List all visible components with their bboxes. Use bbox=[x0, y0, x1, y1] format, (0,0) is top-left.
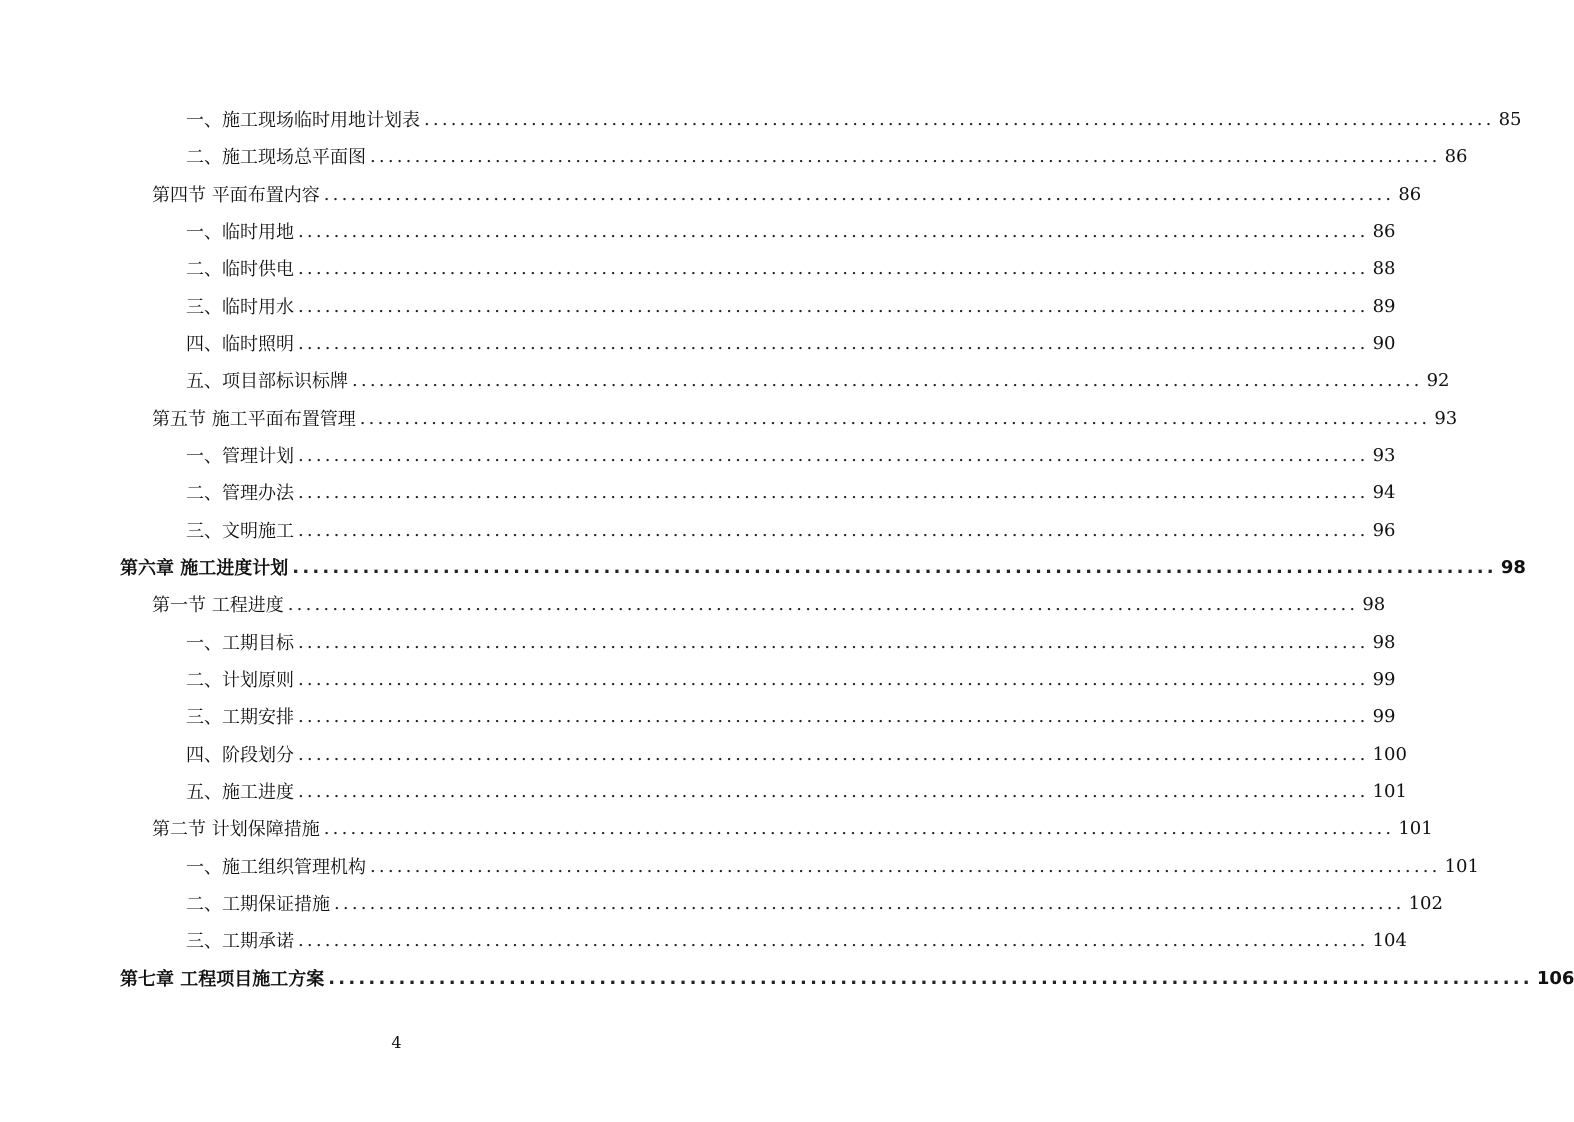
toc-entry-page: 85 bbox=[1498, 108, 1522, 130]
toc-entry-page: 88 bbox=[1372, 257, 1396, 279]
toc-entry-title: 一、施工现场临时用地计划表 bbox=[186, 110, 420, 131]
dot-leader: ........................................................................................................................ bbox=[370, 855, 1441, 877]
dot-leader: ........................................................................................................................ bbox=[292, 556, 1497, 578]
toc-entry-page: 96 bbox=[1372, 519, 1396, 541]
toc-entry[interactable] bbox=[186, 141, 1468, 171]
toc-entry[interactable] bbox=[152, 589, 1386, 619]
toc-entry-page: 86 bbox=[1398, 183, 1422, 205]
toc-entry-page: 98 bbox=[1362, 593, 1386, 615]
toc-entry-title: 二、施工现场总平面图 bbox=[186, 147, 366, 168]
toc-entry-title: 第七章 工程项目施工方案 bbox=[120, 969, 325, 990]
dot-leader: ........................................................................................................................ bbox=[370, 145, 1441, 167]
toc-entry[interactable] bbox=[186, 365, 1450, 395]
dot-leader: ........................................................................................................................ bbox=[298, 481, 1369, 503]
page-number: 4 bbox=[391, 1033, 402, 1052]
toc-entry[interactable] bbox=[186, 888, 1443, 918]
toc-entry-page: 102 bbox=[1408, 892, 1443, 914]
toc-entry[interactable] bbox=[186, 851, 1479, 881]
toc-entry-page: 94 bbox=[1372, 481, 1396, 503]
toc-entry[interactable] bbox=[186, 328, 1396, 358]
dot-leader: ........................................................................................................................ bbox=[424, 108, 1495, 130]
dot-leader: ........................................................................................................................ bbox=[334, 892, 1405, 914]
toc-entry-title: 三、文明施工 bbox=[186, 521, 294, 542]
toc-entry-title: 二、工期保证措施 bbox=[186, 894, 330, 915]
toc-entry-title: 一、工期目标 bbox=[186, 633, 294, 654]
toc-entry-title: 三、工期安排 bbox=[186, 707, 294, 728]
toc-entry-page: 92 bbox=[1426, 369, 1450, 391]
toc-entry-title: 三、临时用水 bbox=[186, 297, 294, 318]
toc-entry-page: 98 bbox=[1500, 556, 1526, 578]
toc-entry-title: 三、工期承诺 bbox=[186, 931, 294, 952]
toc-entry-page: 101 bbox=[1444, 855, 1479, 877]
dot-leader: ........................................................................................................................ bbox=[298, 519, 1369, 541]
toc-entry-title: 第六章 施工进度计划 bbox=[120, 558, 289, 579]
dot-leader: ........................................................................................................................ bbox=[359, 407, 1431, 429]
toc-entry[interactable] bbox=[152, 813, 1433, 843]
dot-leader: ........................................................................................................................ bbox=[298, 332, 1369, 354]
toc-entry-title: 第五节 施工平面布置管理 bbox=[152, 409, 356, 430]
dot-leader: ........................................................................................................................ bbox=[298, 929, 1369, 951]
toc-entry[interactable] bbox=[186, 925, 1407, 955]
toc-entry-page: 104 bbox=[1372, 929, 1407, 951]
dot-leader: ........................................................................................................................ bbox=[323, 183, 1395, 205]
dot-leader: ........................................................................................................................ bbox=[352, 369, 1423, 391]
dot-leader: ........................................................................................................................ bbox=[298, 444, 1369, 466]
dot-leader: ........................................................................................................................ bbox=[298, 705, 1369, 727]
toc-entry-title: 二、计划原则 bbox=[186, 670, 294, 691]
toc-entry-title: 第二节 计划保障措施 bbox=[152, 819, 320, 840]
dot-leader: ........................................................................................................................ bbox=[298, 631, 1369, 653]
toc-entry[interactable] bbox=[186, 216, 1396, 246]
toc-entry-page: 86 bbox=[1444, 145, 1468, 167]
toc-entry[interactable] bbox=[120, 552, 1526, 582]
dot-leader: ........................................................................................................................ bbox=[287, 593, 1359, 615]
toc-entry-page: 101 bbox=[1398, 817, 1433, 839]
dot-leader: ........................................................................................................................ bbox=[328, 967, 1533, 989]
toc-entry[interactable] bbox=[186, 664, 1396, 694]
toc-entry-page: 98 bbox=[1372, 631, 1396, 653]
toc-entry-title: 一、临时用地 bbox=[186, 222, 294, 243]
toc-entry-title: 第一节 工程进度 bbox=[152, 595, 284, 616]
toc-entry-title: 四、阶段划分 bbox=[186, 745, 294, 766]
toc-entry[interactable] bbox=[186, 515, 1396, 545]
toc-entry-page: 106 bbox=[1536, 967, 1574, 989]
toc-entry-page: 99 bbox=[1372, 668, 1396, 690]
toc-entry-page: 93 bbox=[1434, 407, 1458, 429]
toc-entry-title: 五、施工进度 bbox=[186, 782, 294, 803]
dot-leader: ........................................................................................................................ bbox=[298, 780, 1369, 802]
dot-leader: ........................................................................................................................ bbox=[298, 295, 1369, 317]
toc-entry-title: 一、施工组织管理机构 bbox=[186, 857, 366, 878]
toc-entry-title: 五、项目部标识标牌 bbox=[186, 371, 348, 392]
dot-leader: ........................................................................................................................ bbox=[323, 817, 1395, 839]
toc-entry-page: 90 bbox=[1372, 332, 1396, 354]
toc-entry-page: 100 bbox=[1372, 743, 1407, 765]
toc-entry-page: 101 bbox=[1372, 780, 1407, 802]
toc-entry-title: 第四节 平面布置内容 bbox=[152, 185, 320, 206]
toc-entry[interactable] bbox=[152, 403, 1458, 433]
toc-entry-title: 四、临时照明 bbox=[186, 334, 294, 355]
toc-entry-title: 二、临时供电 bbox=[186, 259, 294, 280]
toc-entry[interactable] bbox=[186, 104, 1522, 134]
dot-leader: ........................................................................................................................ bbox=[298, 257, 1369, 279]
toc-entry[interactable] bbox=[186, 291, 1396, 321]
dot-leader: ........................................................................................................................ bbox=[298, 668, 1369, 690]
toc-entry-title: 二、管理办法 bbox=[186, 483, 294, 504]
toc-entry-page: 99 bbox=[1372, 705, 1396, 727]
toc-entry[interactable] bbox=[186, 440, 1396, 470]
toc-entry-page: 89 bbox=[1372, 295, 1396, 317]
dot-leader: ........................................................................................................................ bbox=[298, 220, 1369, 242]
dot-leader: ........................................................................................................................ bbox=[298, 743, 1369, 765]
toc-entry[interactable] bbox=[120, 963, 1574, 993]
toc-entry[interactable] bbox=[186, 627, 1396, 657]
toc-entry[interactable] bbox=[186, 776, 1407, 806]
toc-entry[interactable] bbox=[186, 477, 1396, 507]
toc-entry-title: 一、管理计划 bbox=[186, 446, 294, 467]
toc-entry[interactable] bbox=[152, 179, 1422, 209]
toc-entry[interactable] bbox=[186, 739, 1407, 769]
toc-entry[interactable] bbox=[186, 701, 1396, 731]
toc-entry-page: 86 bbox=[1372, 220, 1396, 242]
toc-entry-page: 93 bbox=[1372, 444, 1396, 466]
toc-entry[interactable] bbox=[186, 253, 1396, 283]
